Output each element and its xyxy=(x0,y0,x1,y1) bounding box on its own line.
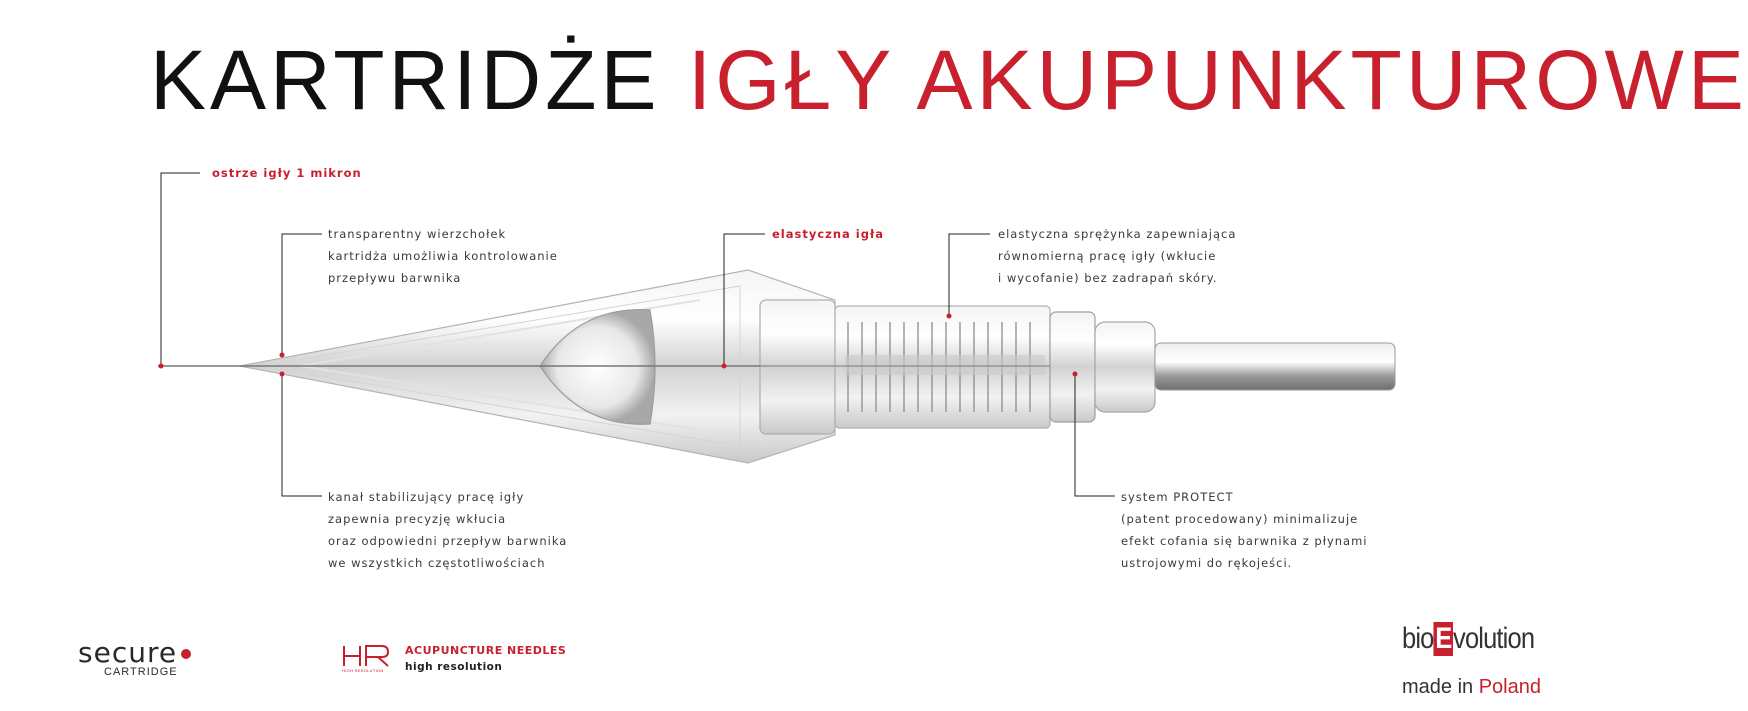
metal-rod xyxy=(1155,343,1395,390)
made-in-country: Poland xyxy=(1478,676,1541,698)
title-part-black: KARTRIDŻE xyxy=(150,33,661,127)
callout-line: kartridża umożliwia kontrolowanie xyxy=(328,249,558,263)
callout-transparent-top xyxy=(328,223,558,289)
title-part-red: IGŁY AKUPUNKTUROWE xyxy=(687,33,1748,127)
callout-line: ustrojowymi do rękojeści. xyxy=(1121,556,1293,570)
made-in-poland xyxy=(1402,676,1541,699)
callout-line: równomierną pracę igły (wkłucie xyxy=(998,249,1217,263)
secure-cartridge-logo xyxy=(78,636,191,678)
callout-elastic-needle xyxy=(772,223,884,245)
callout-spring xyxy=(998,223,1236,289)
callout-line: i wycofanie) bez zadrapań skóry. xyxy=(998,271,1218,285)
callout-line: elastyczna sprężynka zapewniająca xyxy=(998,227,1237,241)
hr-mark-caption: HIGH RESOLUTION xyxy=(342,668,384,673)
callout-line: zapewnia precyzję wkłucia xyxy=(328,512,507,526)
callout-tip xyxy=(212,162,362,184)
protect-ring xyxy=(1050,312,1095,422)
made-in-text: made in xyxy=(1402,676,1474,698)
callout-line: (patent procedowany) minimalizuje xyxy=(1121,512,1359,526)
bio-suffix: volution xyxy=(1453,622,1535,655)
callout-tip-line: ostrze igły 1 mikron xyxy=(212,166,362,180)
bio-prefix: bio xyxy=(1402,622,1434,655)
hr-title: ACUPUNCTURE NEEDLES xyxy=(405,644,567,657)
callout-line: system PROTECT xyxy=(1121,490,1234,504)
cartridge-collar xyxy=(760,300,835,434)
callout-line: przepływu barwnika xyxy=(328,271,462,285)
bioevolution-logo xyxy=(1402,622,1534,656)
callout-channel xyxy=(328,486,567,574)
callout-line: transparentny wierzchołek xyxy=(328,227,507,241)
hr-subtitle: high resolution xyxy=(405,661,503,673)
callout-protect xyxy=(1121,486,1368,574)
callout-line: elastyczna igła xyxy=(772,227,885,241)
secure-logo-dot xyxy=(181,649,191,659)
bio-e: E xyxy=(1435,622,1452,655)
callout-line: oraz odpowiedni przepływ barwnika xyxy=(328,534,568,548)
callout-line: kanał stabilizujący pracę igły xyxy=(328,490,525,504)
callout-line: we wszystkich częstotliwościach xyxy=(328,556,546,570)
secure-logo-word: secure xyxy=(78,636,178,669)
secure-logo-sub: CARTRIDGE xyxy=(104,666,178,678)
callout-line: efekt cofania się barwnika z płynami xyxy=(1121,534,1368,548)
